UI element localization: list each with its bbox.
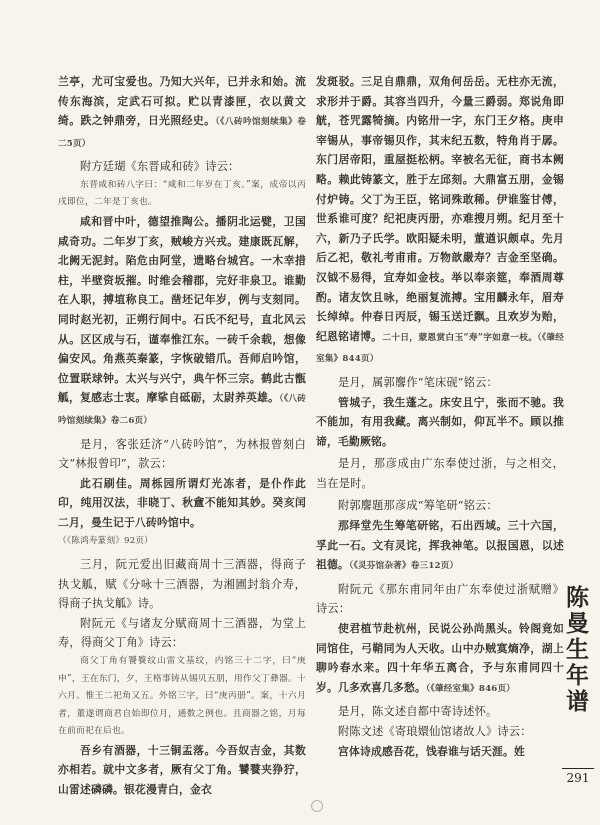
inscription-choubi: 那绎堂先生筹笔研铭，石出西域。三十六国，孚此一石。文有灵诧，挥我神笔。以报国恩，以述祖德。（《灵芬馆杂著》卷三12页）	[316, 519, 564, 572]
book-title: 陈曼生年谱	[562, 585, 589, 715]
poem-gift: 使君植节赴杭州，民说公孙尚黑头。铃阁竟如同馆住，弓鞘同为人天收。山中办贼寞熵净，湖上聊吟春水来。四十年华五离合，予与东甫同四十岁。几多欢喜几多愁。（《肇经室集》846页）	[316, 622, 564, 694]
note-xianhe-brick: 东晋咸和砖八字曰：“咸和二年岁在丁亥。”案，成帝以丙戌即位，二年是丁亥也。	[58, 179, 306, 208]
paragraph-guo-lin-bichuang: 是月，属郭麐作“笔床砚”铭云：	[338, 375, 498, 389]
right-column	[316, 72, 564, 761]
paragraph-na-yancheng: 是月，那彦成由广东奉使过浙，与之相交，当在是时。	[316, 457, 564, 490]
paragraph-chen-wenshu: 是月，陈文述自都中寄诗述怀。	[338, 705, 498, 719]
paragraph-march: 三月，阮元爱出旧藏商周十三酒器，得商子执戈觚，赋《分咏十三酒器，为湘圃封翁介寿，得商子执戈觚》诗。	[58, 558, 306, 611]
inscription-bichuang: 管城子，我生蓬之。床安且宁，张而不驰。我不能加，有用我藏。离兴制如，仰瓦半不。顾以推谛，毛勤厥铭。	[316, 395, 564, 448]
poem-langhuan: 宫体诗成感吾花，饯春谁与话天涯。姓	[338, 744, 525, 758]
poem-fu-ding-jue-continued: 发斑驳。三足自鼎鼎，双角何岳岳。无柱亦无流，求形并于爵。其容当四升，今量三爵弱。郑说角即觥，苍咒露犄摘。内铭卅一字，东门王夕格。庚申宰锡从，事帝锡贝作，其末纪五数，特角肖于孱。东门居帝阳，重屋挺松柄。宰被名无征，商书本阙略。赖此铸篆文，胜于左邱刻。大鼎富五朋，金锡付炉铸。父丁为王臣，铭词殊敢稀。伊谁鉴甘傅，世系谁可度？纪祀庚丙册，亦难搜月朔。纪月至十六，新乃子氏学。欧阳疑未明，董遒识颇卓。先月后乙祀，敬礼考甫甫。万物歆嚴寿？吉金至坚确。汉钺不易得，宜寿如金枝。举以奉亲筵，奉酒周尊酌。诸友饮且咏，绝丽复流搏。宝用麟永年，眉寿长绰绰。仲春日丙辰，锡玉送迁飘。且欢岁为贻，纪恩铭诸博。二十日，蒙恩赏白玉“寿”字如意一枝。（《肇经室集》844页）	[316, 75, 564, 365]
paragraph-chen-wenshu-poem: 附陈文述《寄琅嬛仙馆诸故人》诗云：	[338, 725, 532, 738]
paragraph-fang-tinghu: 附方廷瑚《东晋咸和砖》诗云：	[80, 160, 240, 174]
poem-xianhe-brick: 咸和晋中叶，德望推陶公。播阴北运甓，卫国咸奇功。二年岁丁亥，贼峻方兴戎。建康既瓦解，北阙无泥封。陷危由阿堂，遗略台城宫。一木幸措柱，半壁资坂摧。时维会稽郡，完好非泉卫。谁勤在人职，搏埴称良工。凿坯记年岁，例与支刻同。同时赵光初，正朔行间中。石氏不纪号，直北风云从。区区成与石，谨奉惟江东。一砖千余载，想像偏安风。角燕英秦篆，字恢破错爪。吾师启吟馆，位置联球钟。太兴与兴宁，典午怀三宗。鹤此古甑觚，复感志士衷。摩挲自砥砺，太尉养英雄。（《八砖吟馆刻续集》卷二6页）	[58, 214, 307, 426]
seal-inscription: 此石刷佳。周栎园所谓灯光冻者，是仆作此印，纯用汉法，非晓丁、秋盦不能知其妙。癸亥闰二月，曼生记于八砖吟馆中。	[58, 476, 306, 529]
paragraph-ruan-yuan: 附阮元《与诸友分赋商周十三酒器，为堂上寿，得商父丁角》诗云：	[58, 616, 306, 650]
page-number-rule	[562, 768, 594, 769]
paragraph-guo-lin-choubi: 附郭麐题那彦成“筹笔研”铭云：	[338, 499, 498, 513]
footer-ornament-icon	[311, 800, 323, 812]
page-number: 291	[566, 771, 590, 785]
paragraph-ruan-yuan-gift: 附阮元《那东甫同年由广东奉使过浙赋赠》诗云：	[316, 582, 564, 616]
poem-continuation: 兰亭，尤可宝爱也。乃知大兴年，已并永和始。流传东海滨，定武石可拟。贮以青漆匣，衣以黄文绮。跌之钟鼎旁，日光照经史。（《八砖吟馆刻续集》卷二5页）	[58, 75, 306, 149]
note-fu-ding-jue: 商父丁角有饕餮纹山雷文基纹，内铭三十二字，曰“庚申”，王在东门，夕，王格事铸从锡贝五朋，用作父丁彝器。十六月。惟王二祀角又五。外铭三字，曰“庚丙册”。案，十六月者，董遂谓商君自始即位月，通数之例也。且商器之铭，月每在前而祀在后也。	[58, 656, 306, 737]
source-citation: （《陈鸿寿篆刻》92页）	[58, 536, 153, 547]
paragraph-zhang-tingji: 是月，客张廷济“八砖吟馆”，为林报曾刻白文“林报曾印”，款云：	[58, 437, 306, 471]
left-column	[58, 72, 306, 799]
poem-fu-ding-jue: 吾乡有酒器，十三铜盂落。今吾奴吉金，其数亦相若。就中文多者，厥有父丁角。饕餮夹狰狞，山雷述磷磷。银花漫青白，金衣	[58, 743, 306, 796]
